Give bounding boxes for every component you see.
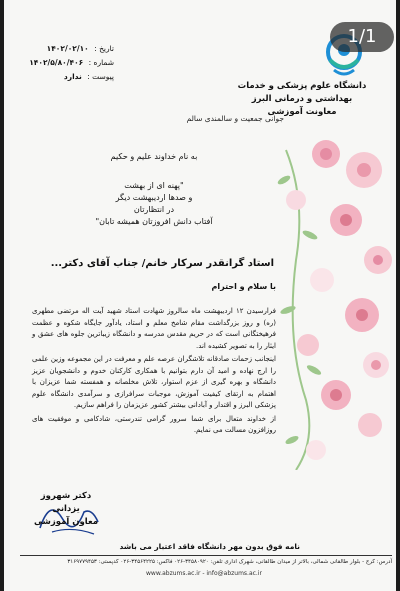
poem-line: "پهنه ای از بهشت: [124, 181, 184, 190]
number-value: ۱۴۰۲/۵/۸۰/۴۰۶: [29, 58, 84, 67]
attachment-row: [24, 70, 114, 84]
date-label: تاریخ :: [94, 44, 114, 53]
poem-line: آفتاب دانش افروزتان همیشه تابان": [95, 217, 213, 226]
date-row: [24, 42, 114, 56]
number-row: [24, 56, 114, 70]
body-paragraph: اینجانب زحمات صادقانه تلاشگران عرصه علم و معرفت در این مجموعه وزین علمی را ارج نهاده و امید آن دارم بتوانیم با همکاری کارکنان خدوم و دانشجویان عزیز دانشگاه و بهره گیری از عزم استوار، تلاش مخلصانه و همفسته شما عزیزان با اهتمام به ارتقای کیفیت آموزش، موجبات سرافرازی و سرآمدی دانشگاه علوم پزشکی البرز و اقتدار و آبادانی بیشتر کشور عزیزمان را فراهم سازیم.: [32, 355, 276, 409]
letter-meta: [24, 42, 114, 84]
letter-body: [32, 306, 276, 439]
attachment-value: ندارد: [63, 72, 82, 81]
body-paragraph: فرارسیدن ۱۲ اردیبهشت ماه سالروز شهادت استاد شهید آیت اله مرتضی مطهری (ره) و روز بزرگداشت مقام شامخ معلم و استاد، یادآور جایگاه شکوه و عظمت فرهیختگانی است که در حریم مقدس مدرسه و دانشگاه زیباترین جلوه های عشق و ایثار را به تصویر کشیده اند.: [32, 307, 276, 350]
invocation: به نام خداوند علیم و حکیم: [110, 152, 198, 161]
flower-border-decoration: [266, 140, 396, 470]
slogan: جوانی جمعیت و سالمندی سالم: [186, 114, 284, 123]
page-counter: 1/1: [330, 22, 394, 52]
poem-line: در انتظارتان: [133, 205, 175, 214]
signer-block: [26, 490, 106, 529]
letter-page: [4, 0, 396, 591]
greeting: با سلام و احترام: [211, 282, 276, 291]
org-line-1: دانشگاه علوم پزشکی و خدمات: [237, 81, 367, 91]
number-label: شماره :: [88, 58, 114, 67]
body-paragraph: از خداوند متعال برای شما سرور گرامی تندرستی، شادکامی و موفقیت های روزافزون مسالت می نمایم.: [32, 414, 276, 434]
org-line-3: معاونت آموزشی: [267, 107, 337, 117]
addressee: استاد گرانقدر سرکار خانم/ جناب آقای دکتر...: [50, 258, 274, 269]
footer-web: www.abzums.ac.ir - info@abzums.ac.ir: [146, 570, 262, 577]
poem: [84, 180, 224, 228]
footer-address: آدرس: کرج - بلوار طالقانی شمالی، بالاتر از میدان طالقانی، شهرک اداری تلفن: ۳۴۵۸۰۹۲۰-۰۲۶ فاکس: ۳۴۵۶۴۲۲۵-۰۲۶ کدپستی: ۳۱۶۹۷۷۹۴۵۳: [67, 559, 392, 565]
signer-title: معاون آموزشی: [33, 517, 99, 527]
org-line-2: بهداشتی و درمانی البرز: [251, 94, 353, 104]
attachment-label: پیوست :: [87, 72, 114, 81]
footer-divider: [20, 555, 392, 556]
poem-line: و صدها اردیبهشت دیگر: [115, 193, 193, 202]
signer-name: دکتر شهروز یزدانی: [40, 491, 92, 514]
validity-note: نامه فوق بدون مهر دانشگاه فاقد اعتبار می باشد: [119, 542, 300, 551]
date-value: ۱۴۰۲/۰۲/۱۰: [46, 44, 89, 53]
